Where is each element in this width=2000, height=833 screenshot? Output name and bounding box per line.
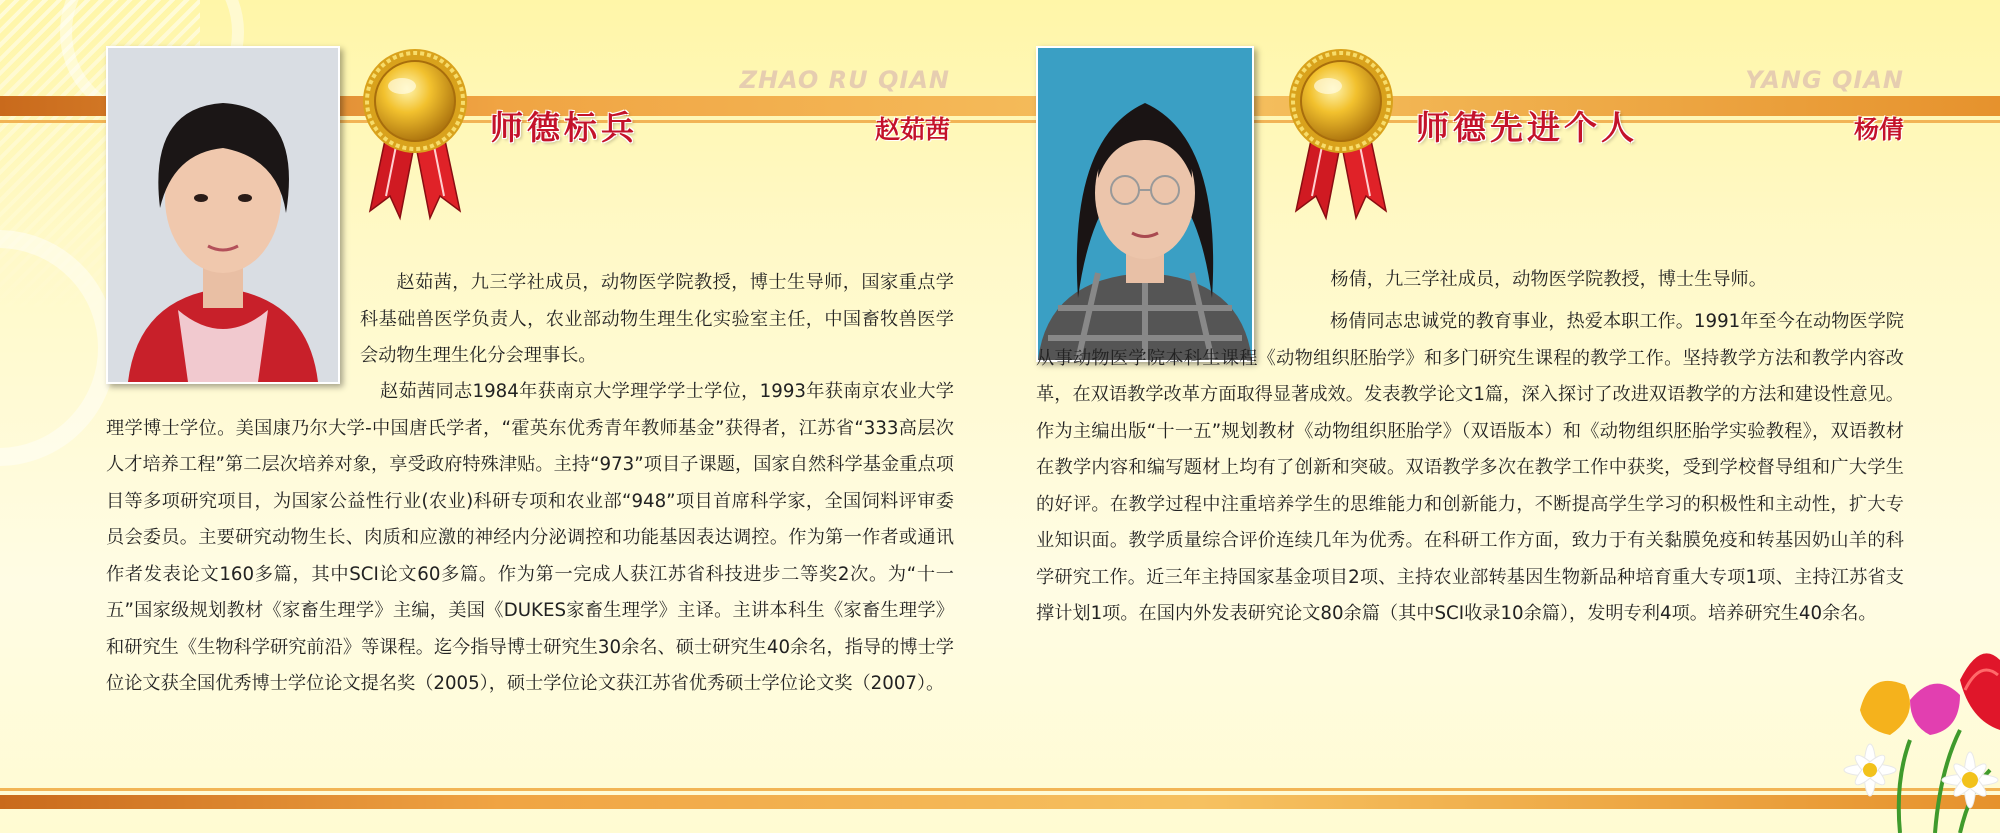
flower-bouquet-icon — [1840, 620, 2000, 833]
bio-paragraph: 杨倩，九三学社成员，动物医学院教授，博士生导师。 — [1330, 269, 1767, 290]
gold-medal-ribbon-icon — [360, 46, 470, 221]
bio-intro-paragraph — [360, 265, 954, 375]
bio-paragraph: 赵茹茜，九三学社成员，动物医学院教授，博士生导师，国家重点学科基础兽医学负责人，农业部动物生理生化实验室主任，中国畜牧兽医学会动物生理生化分会理事长。 — [360, 272, 954, 366]
person-name: 杨倩 — [1853, 115, 1904, 144]
honor-title: 师德先进个人 — [1416, 108, 1638, 147]
person-name: 赵茹茜 — [874, 115, 950, 144]
pinyin-name: ZHAO RU QIAN — [739, 66, 950, 94]
bio-body-paragraph — [1036, 304, 1904, 633]
bio-intro-paragraph — [1294, 262, 1904, 299]
bio-paragraph: 杨倩同志忠诚党的教育事业，热爱本职工作。1991年至今在动物医学院从事动物医学院本科生课程《动物组织胚胎学》和多门研究生课程的教学工作。坚持教学方法和教学内容改革，在双语教学改革方面取得显著成效。发表教学论文1篇，深入探讨了改进双语教学的方法和建设性意见。作为主编出版“十一五”规划教材《动物组织胚胎学》（双语版本）和《动物组织胚胎学实验教程》，双语教材在教学内容和编写题材上均有了创新和突破。双语教学多次在教学工作中获奖，受到学校督导组和广大学生的好评。在教学过程中注重培养学生的思维能力和创新能力，不断提高学生学习的积极性和主动性，扩大专业知识面。教学质量综合评价连续几年为优秀。在科研工作方面，致力于有关黏膜免疫和转基因奶山羊的科学研究工作。近三年主持国家基金项目2项、主持农业部转基因生物新品种培育重大专项1项、主持江苏省支撑计划1项。在国内外发表研究论文80余篇（其中SCI收录10余篇），发明专利4项。培养研究生40余名。 — [1036, 311, 1904, 624]
profile-photo-zhao — [106, 46, 340, 384]
gold-medal-ribbon-icon — [1286, 46, 1396, 221]
pinyin-name: YANG QIAN — [1745, 66, 1904, 94]
honor-title: 师德标兵 — [490, 108, 638, 147]
bio-paragraph: 赵茹茜同志1984年获南京大学理学学士学位，1993年获南京农业大学理学博士学位。美国康乃尔大学-中国唐氏学者，“霍英东优秀青年教师基金”获得者，江苏省“333高层次人才培养工程”第二层次培养对象，享受政府特殊津贴。主持“973”项目子课题，国家自然科学基金重点项目等多项研究项目，为国家公益性行业(农业)科研专项和农业部“948”项目首席科学家，全国饲料评审委员会委员。主要研究动物生长、肉质和应激的神经内分泌调控和功能基因表达调控。作为第一作者或通讯作者发表论文160多篇，其中SCI论文60多篇。作为第一完成人获江苏省科技进步二等奖2次。为“十一五”国家级规划教材《家畜生理学》主编，美国《DUKES家畜生理学》主译。主讲本科生《家畜生理学》和研究生《生物科学研究前沿》等课程。迄今指导博士研究生30余名、硕士研究生40余名，指导的博士学位论文获全国优秀博士学位论文提名奖（2005），硕士学位论文获江苏省优秀硕士学位论文奖（2007）。 — [106, 381, 954, 694]
bio-body-paragraph — [106, 374, 954, 703]
